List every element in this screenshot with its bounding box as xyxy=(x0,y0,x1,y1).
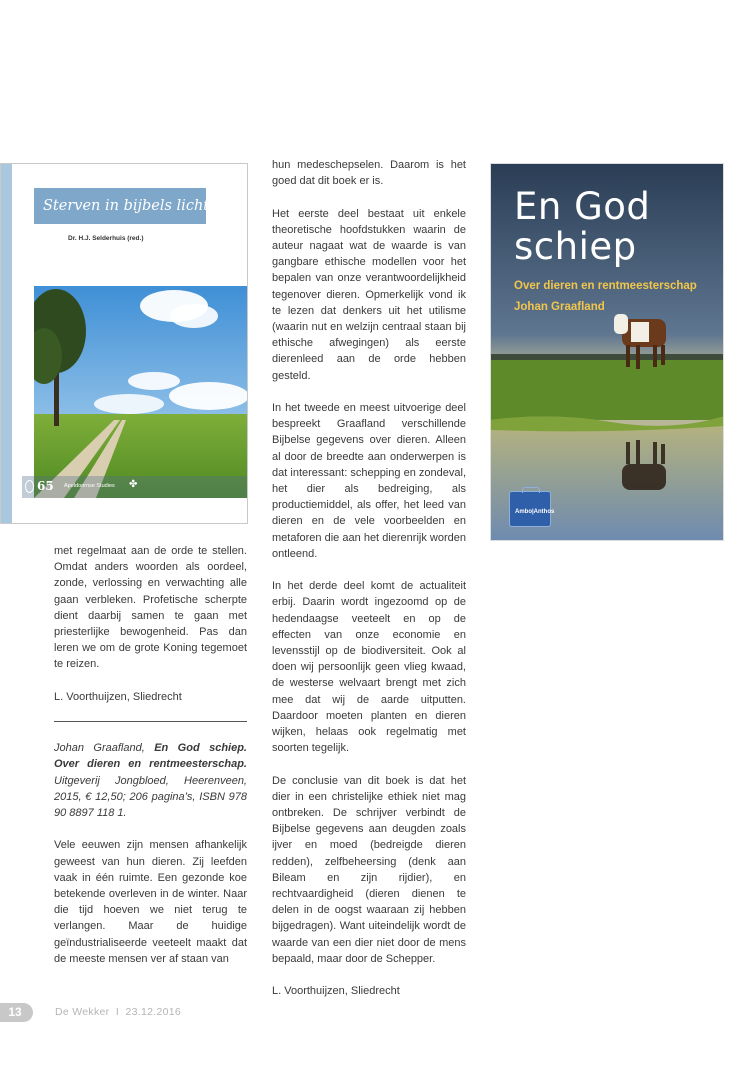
book1-editor: Dr. H.J. Selderhuis (red.) xyxy=(68,235,144,242)
left-column xyxy=(54,543,247,967)
series-number: 65 xyxy=(37,479,54,493)
page-number-badge: 13 xyxy=(0,1003,33,1022)
section-divider xyxy=(54,721,247,722)
paragraph: Vele eeuwen zijn mensen afhankelijk geweest van hun dieren. Zij leefden vaak in één ruimte. Een gezonde koe betekende overleven in de winter. Naar die tijd hoeven we niet terug te verlangen. Maar de huidige geïndustrialiseerde veeteelt maakt dat de meeste mensen ver af staan van xyxy=(54,839,247,965)
series-name: Apeldoornse Studies xyxy=(64,483,115,489)
paragraph: In het tweede en meest uitvoerige deel bespreekt Graafland verschillende Bijbelse gegevens over dieren. Alleen al door de breedte aan onderwerpen is dat interessant: schepping en zondeval, het dier als bedreiging, als productiemiddel, als offer, het leed van dieren en de vele voorbeelden en metaforen die aan het dierenrijk worden ontleend. xyxy=(272,402,466,560)
paragraph: hun medeschepselen. Daarom is het goed dat dit boek er is. xyxy=(272,159,466,188)
book2-author: Johan Graafland xyxy=(514,301,605,313)
paragraph: Het eerste deel bestaat uit enkele theoretische hoofdstukken waarin de auteur nagaat wat de waarde is van gangbare ethische modellen voor het bepalen van onze verantwoordelijkheid tegenover dieren. Opmerkelijk vond ik te lezen dat denkers uit het utilisme (waarin nut en welzijn centraal staan bij ethische afwegingen) als eerste dierenleed aan de orde hebben gesteld. xyxy=(272,207,466,382)
review-signature: L. Voorthuijzen, Sliedrecht xyxy=(54,690,182,703)
book2-subtitle: Over dieren en rentmeesterschap xyxy=(514,280,697,292)
middle-column xyxy=(272,157,466,999)
book2-title: En God schiep xyxy=(514,185,651,268)
paragraph: met regelmaat aan de orde te stellen. Omdat anders woorden als oordeel, zonde, verlossing en verwachting alle gaan verbleken. Profetische scherpte dient daarbij samen te gaan met priesterlijke bewogenheid. Pas dan leren we om de grote Koning tegemoet te reizen. xyxy=(54,545,247,671)
landscape-photo xyxy=(34,286,248,498)
cover-spine xyxy=(1,164,12,523)
series-bubble-icon xyxy=(25,480,34,493)
review-signature: L. Voorthuijzen, Sliedrecht xyxy=(272,985,400,998)
page-footer: De Wekker I 23.12.2016 xyxy=(55,1006,182,1018)
bibliographic-entry: Johan Graafland, En God schiep. Over dieren en rentmeesterschap. Uitgeverij Jongbloed, Heerenveen, 2015, € 12,50; 206 pagina’s, ISBN 978 90 8897 118 1. xyxy=(54,742,247,820)
book1-title: Sterven in bijbels licht xyxy=(34,188,206,224)
paragraph: In het derde deel komt de actualiteit erbij. Daarin wordt ingezoomd op de hedendaagse veeteelt en op de effecten van onze economie en levensstijl op de biodiversiteit. Ook al doen wij persoonlijk geen vlieg kwaad, de westerse welvaart brengt met zich mee dat wij de aarde uitputten. Daardoor moeten planten en dieren wijken, helaas ook regelmatig met soorten tegelijk. xyxy=(272,580,466,755)
publisher-suitcase-icon: Ambo|Anthos xyxy=(509,491,551,527)
publisher-logo-icon: ✤ xyxy=(129,479,138,490)
book-cover-sterven-in-bijbels-licht xyxy=(0,163,248,524)
book-cover-en-god-schiep xyxy=(490,163,724,541)
paragraph: De conclusie van dit boek is dat het dier in een christelijke ethiek niet mag ontbreken. De schrijver verbindt de Bijbelse gegevens aan deugden zoals ijver en moed (bedreigde dieren redden), zelfbeheersing (denk aan Bileam en zijn rijdier), en rechtvaardigheid (dieren dienen te delen in de oogst waaraan zij hebben bijgedragen). Want uiteindelijk wordt de waarde van een dier niet door de mens bepaald, maar door de Schepper. xyxy=(272,774,466,965)
